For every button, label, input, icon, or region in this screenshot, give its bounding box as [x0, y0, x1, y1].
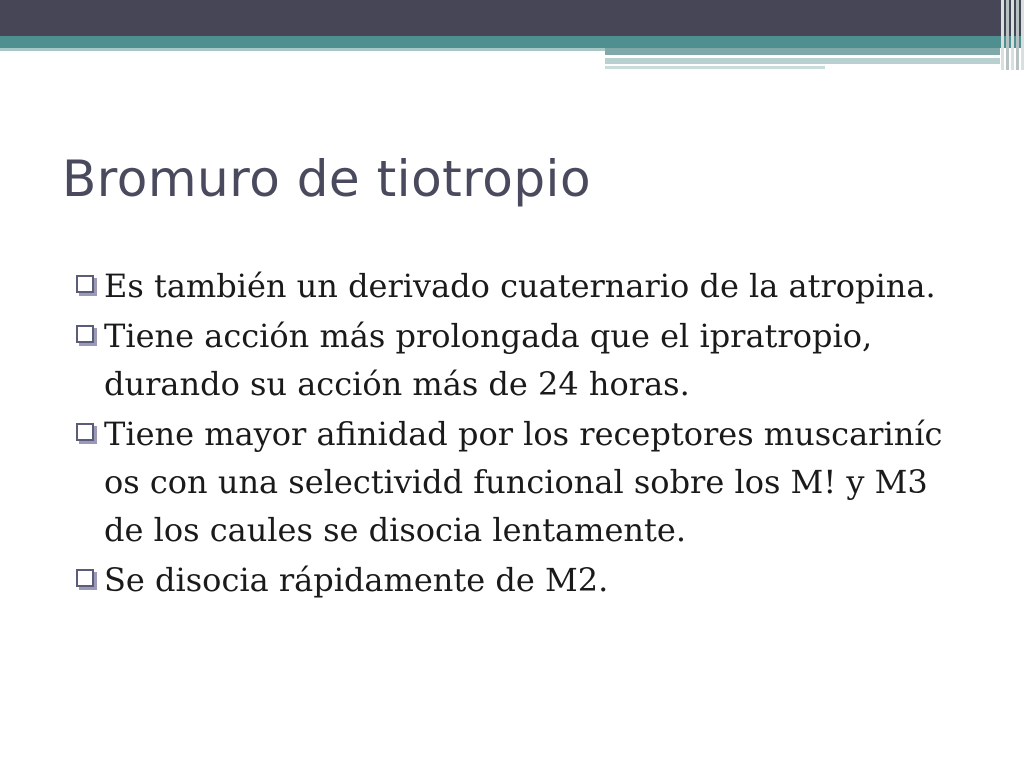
header-band-teal: [0, 36, 1024, 48]
hollow-square-bullet-icon: [76, 569, 94, 587]
bullet-text: Tiene mayor afinidad por los receptores muscariníc os con una selectividd funcional sobre los M! y M3 de los caules se disocia lentamente.: [104, 415, 943, 549]
bullet-text: Tiene acción más prolongada que el ipratropio, durando su acción más de 24 horas.: [104, 317, 873, 403]
header-band-teal-light: [0, 48, 605, 51]
bullet-list: [76, 262, 956, 606]
bullet-text: Es también un derivado cuaternario de la atropina.: [104, 267, 936, 305]
hollow-square-bullet-icon: [76, 423, 94, 441]
header-vertical-stripes: [996, 0, 1024, 70]
header-band-dark: [0, 0, 1024, 36]
header-accent-line: [605, 66, 825, 69]
bullet-text: Se disocia rápidamente de M2.: [104, 561, 609, 599]
bullet-item: [76, 410, 956, 554]
hollow-square-bullet-icon: [76, 325, 94, 343]
header-accent-line: [605, 48, 1000, 55]
slide-title: Bromuro de tiotropio: [62, 150, 592, 208]
header-accent-line: [605, 58, 1000, 64]
bullet-item: [76, 262, 956, 310]
bullet-item: [76, 312, 956, 408]
hollow-square-bullet-icon: [76, 275, 94, 293]
bullet-item: [76, 556, 956, 604]
